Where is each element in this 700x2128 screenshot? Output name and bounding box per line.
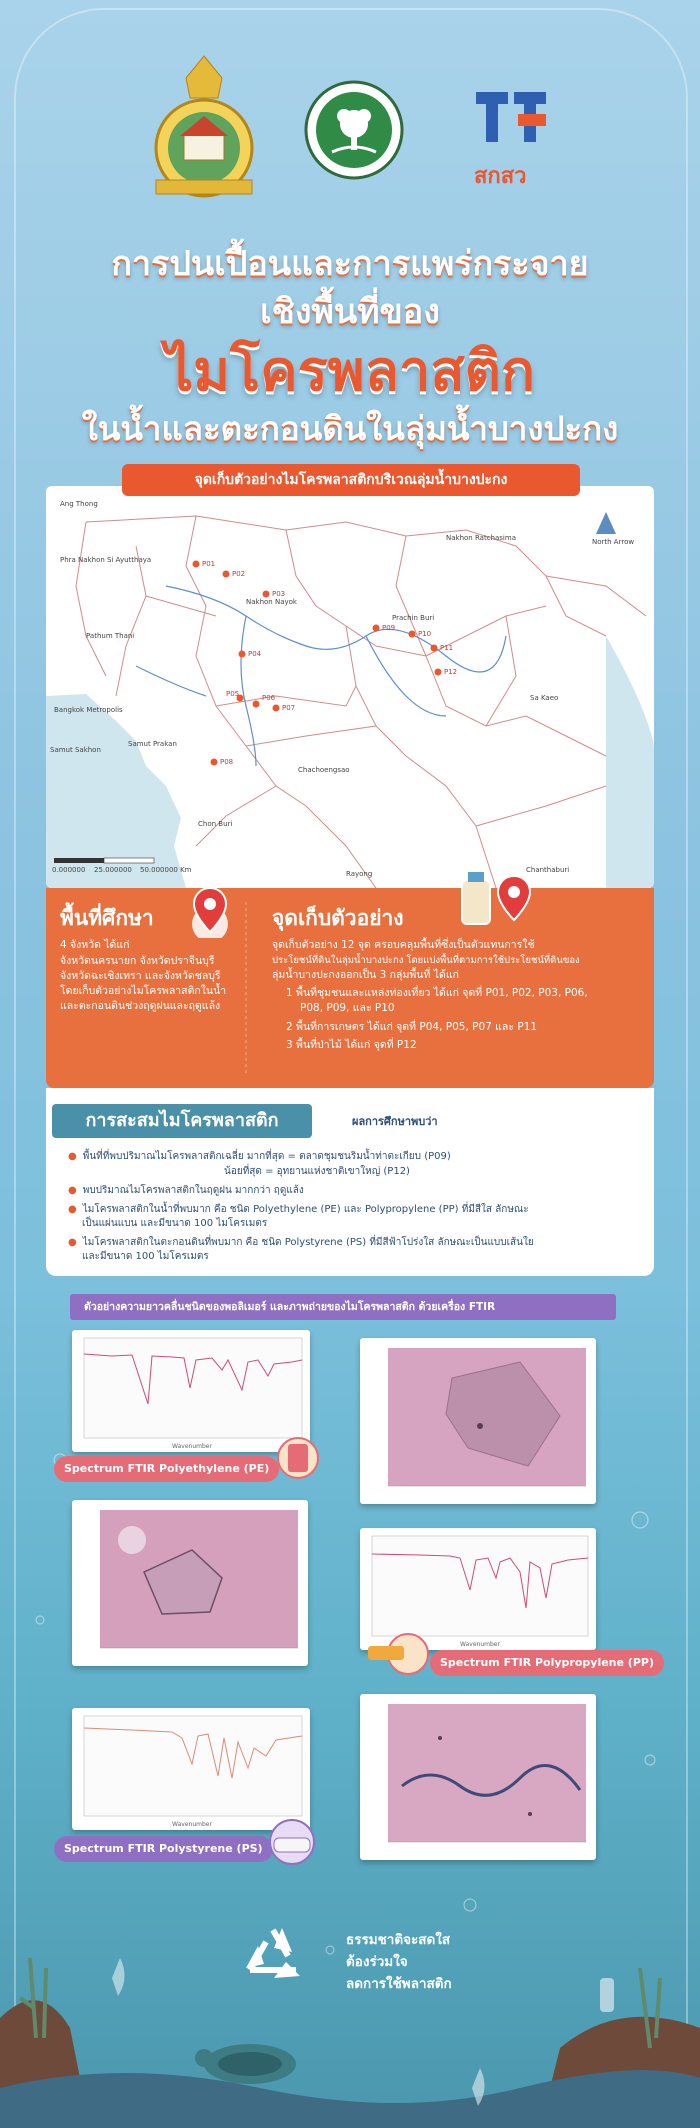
- map-point-p03: P03: [272, 590, 286, 598]
- map-point-p07: P07: [282, 704, 296, 712]
- sampling-text-3: ลุ่มน้ำบางปะกงออกเป็น 3 กลุ่มพื้นที่ ได้แก่: [272, 969, 459, 981]
- title-main: ไมโครพลาสติก: [165, 339, 535, 404]
- map-label-nakhon-nayok: Nakhon Nayok: [246, 598, 297, 606]
- map-point-p11: P11: [440, 644, 454, 652]
- location-pin-icon: [188, 884, 232, 942]
- map-label-samut-prakan: Samut Prakan: [128, 740, 177, 748]
- bullet-dot: ●: [68, 1151, 77, 1162]
- spectrum-pp-tag: Spectrum FTIR Polypropylene (PP): [430, 1650, 664, 1676]
- bullet-1-text: พื้นที่ที่พบปริมาณไมโครพลาสติกเฉลี่ย มากที่สุด = ตลาดชุมชนริมน้ำท่าตะเกียบ (P09): [82, 1151, 451, 1162]
- map-label-ayutthaya: Phra Nakhon Si Ayutthaya: [60, 556, 152, 564]
- pp-x-axis-label: Wavenumber: [460, 1641, 500, 1648]
- province-seal-logo: [138, 52, 270, 198]
- map-label-sa-kaeo: Sa Kaeo: [530, 694, 559, 702]
- spectrum-pe-tag: Spectrum FTIR Polyethylene (PE): [54, 1456, 279, 1482]
- tsri-logo: [474, 86, 574, 196]
- study-area-text-3: โดยเก็บตัวอย่างไมโครพลาสติกในน้ำ: [60, 985, 227, 997]
- map-point-p05: P05: [226, 690, 240, 698]
- result-label: ผลการศึกษาพบว่า: [352, 1115, 438, 1128]
- bullet-3-text: ไมโครพลาสติกในน้ำที่พบมาก คือ ชนิด Polyethylene (PE) และ Polypropylene (PP) ที่มีสีใส ลักษณะ: [82, 1204, 529, 1215]
- tsri-logo-text: สกสว: [474, 164, 527, 189]
- ps-fiber-photo: [360, 1694, 596, 1860]
- sampling-text-1: จุดเก็บตัวอย่าง 12 จุด ครอบคลุมพื้นที่ซึ่งเป็นตัวแทนการใช้: [272, 939, 535, 951]
- map-point-p06: P06: [262, 694, 276, 702]
- bullet-dot: ●: [68, 1185, 77, 1196]
- sampling-text-2: ประโยชน์ที่ดินในลุ่มน้ำบางปะกง โดยแบ่งพื้นที่ตามการใช้ประโยชน์ที่ดินของ: [272, 955, 580, 966]
- study-area-text-2: จังหวัดฉะเชิงเทรา และจังหวัดชลบุรี: [60, 970, 221, 982]
- spectrum-ps-tag: Spectrum FTIR Polystyrene (PS): [54, 1836, 273, 1862]
- bullet-4: [68, 1236, 628, 1250]
- pe-x-axis-label: Wavenumber: [172, 1443, 212, 1450]
- title-line-4: ในน้ำและตะกอนดินในลุ่มน้ำบางปะกง: [81, 409, 619, 448]
- map-label-pathum-thani: Pathum Thani: [86, 632, 135, 640]
- map-label-ang-thong: Ang Thong: [60, 500, 98, 508]
- pe-microscope-photo: [360, 1338, 596, 1504]
- sample-bottle-icon: [456, 866, 546, 936]
- bullet-1b-text: น้อยที่สุด = อุทยานแห่งชาติเขาใหญ่ (P12): [224, 1166, 410, 1177]
- bullet-3b-text: เป็นแผ่นแบน และมีขนาด 100 ไมโครเมตร: [82, 1218, 268, 1229]
- bullet-4b: [82, 1250, 642, 1264]
- map-label-prachin-buri: Prachin Buri: [392, 614, 435, 622]
- map-scale-50: 50.000000 Km: [140, 866, 192, 874]
- sampling-map: [46, 486, 654, 888]
- university-logo: [304, 80, 404, 180]
- bullet-3: [68, 1203, 628, 1217]
- sampling-item-2: 2 พื้นที่การเกษตร ได้แก่ จุดที่ P04, P05, P07 และ P11: [286, 1021, 538, 1033]
- bullet-4-text: ไมโครพลาสติกในตะกอนดินที่พบมาก คือ ชนิด Polystyrene (PS) ที่มีสีฟ้าโปร่งใส ลักษณะเป็นแบบเส้นใย: [82, 1237, 534, 1248]
- bullet-2-text: พบปริมาณไมโครพลาสติกในฤดูฝน มากกว่า ฤดูแล้ง: [82, 1185, 304, 1196]
- map-svg: [46, 486, 654, 888]
- bullet-dot: ●: [68, 1237, 77, 1248]
- map-point-p04: P04: [248, 650, 262, 658]
- map-label-chon-buri: Chon Buri: [198, 820, 233, 828]
- footer-line-2: ต้องร่วมใจ: [346, 1954, 408, 1970]
- map-north-label: North Arrow: [592, 538, 635, 546]
- footer-line-1: ธรรมชาติจะสดใส: [346, 1932, 451, 1948]
- map-label-rayong: Rayong: [346, 870, 373, 878]
- study-info-panel: [46, 888, 654, 1088]
- bullet-dot: ●: [68, 1204, 77, 1215]
- footer-line-3: ลดการใช้พลาสติก: [346, 1976, 452, 1992]
- study-area-heading: พื้นที่ศึกษา: [60, 906, 154, 930]
- bullet-3b: [82, 1217, 642, 1231]
- map-scale-0: 0.000000: [52, 866, 86, 874]
- title-line-1: การปนเปื้อนและการแพร่กระจาย: [111, 244, 589, 284]
- map-point-p08: P08: [220, 758, 234, 766]
- study-area-sub: 4 จังหวัด ได้แก่: [60, 939, 130, 951]
- map-label-samut-sakhon: Samut Sakhon: [50, 746, 101, 754]
- bullet-2: [68, 1184, 628, 1198]
- map-label-nakhon-ratchasima: Nakhon Ratchasima: [446, 534, 516, 542]
- study-area-text-4: และตะกอนดินช่วงฤดูฝนและฤดูแล้ง: [60, 1000, 221, 1012]
- pp-sample-icon: [364, 1630, 434, 1680]
- map-label-chanthaburi: Chanthaburi: [526, 866, 570, 874]
- spectrum-ps-chart: [72, 1708, 310, 1830]
- title-line-2: เชิงพื้นที่ของ: [260, 292, 440, 332]
- study-area-text-1: จังหวัดนครนายก จังหวัดปราจีนบุรี: [60, 955, 215, 967]
- ftir-ribbon: ตัวอย่างความยาวคลื่นชนิดของพอลิเมอร์ และภาพถ่ายของไมโครพลาสติก ด้วยเครื่อง FTIR: [70, 1294, 616, 1320]
- seabed-decoration: [0, 1938, 700, 2128]
- map-label-chachoengsao: Chachoengsao: [298, 766, 350, 774]
- map-point-p02: P02: [232, 570, 246, 578]
- ps-x-axis-label: Wavenumber: [172, 1821, 212, 1828]
- bullet-1: [68, 1150, 628, 1164]
- map-point-p09: P09: [382, 624, 396, 632]
- map-point-p10: P10: [418, 630, 432, 638]
- sampling-item-1: 1 พื้นที่ชุมชนและแหล่งท่องเที่ยว ได้แก่ จุดที่ P01, P02, P03, P06,: [286, 987, 588, 999]
- ps-microscope-photo: [72, 1500, 308, 1666]
- sampling-item-1b: P08, P09, และ P10: [300, 1002, 395, 1014]
- map-point-p12: P12: [444, 668, 458, 676]
- map-ribbon: จุดเก็บตัวอย่างไมโครพลาสติกบริเวณลุ่มน้ำบางปะกง: [122, 464, 580, 496]
- map-scale-25: 25.000000: [94, 866, 132, 874]
- pe-sample-icon: [272, 1434, 326, 1484]
- sampling-item-3: 3 พื้นที่ป่าไม้ ได้แก่ จุดที่ P12: [286, 1039, 417, 1051]
- bullet-4b-text: และมีขนาด 100 ไมโครเมตร: [82, 1251, 209, 1262]
- ps-sample-icon: [262, 1818, 324, 1870]
- map-point-p01: P01: [202, 560, 216, 568]
- accumulation-heading: การสะสมไมโครพลาสติก: [52, 1104, 312, 1138]
- map-label-bangkok: Bangkok Metropolis: [54, 706, 123, 714]
- sampling-heading: จุดเก็บตัวอย่าง: [272, 906, 404, 930]
- bullet-1b: [224, 1165, 700, 1179]
